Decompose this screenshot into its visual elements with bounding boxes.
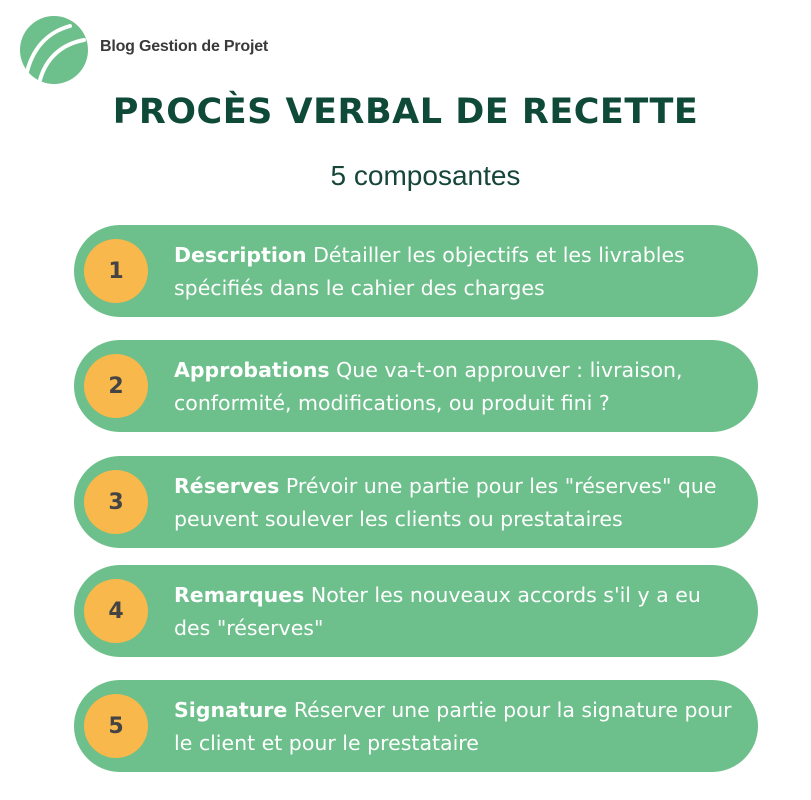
item-description: Que va-t-on approuver : livraison, conformité, modifications, ou produit fini ? (174, 358, 683, 415)
step-number-badge: 2 (84, 354, 148, 418)
page-subtitle: 5 composantes (330, 160, 521, 191)
item-text (174, 239, 734, 305)
step-number-badge: 3 (84, 470, 148, 534)
step-number-badge: 5 (84, 694, 148, 758)
brand-name: Blog Gestion de Projet (100, 38, 269, 55)
list-item-approbations (74, 340, 758, 432)
item-description: Noter les nouveaux accords s'il y a eu des "réserves" (174, 583, 701, 640)
item-keyword: Approbations (174, 358, 330, 382)
brand-logo-icon (18, 14, 90, 86)
item-text (174, 579, 734, 645)
item-keyword: Remarques (174, 583, 305, 607)
item-keyword: Signature (174, 698, 288, 722)
list-item-signature (74, 680, 758, 772)
list-item-remarques (74, 565, 758, 657)
item-description: Prévoir une partie pour les "réserves" que peuvent soulever les clients ou prestataires (174, 474, 717, 531)
step-number-badge: 1 (84, 239, 148, 303)
item-text (174, 470, 734, 536)
item-text (174, 354, 734, 420)
item-keyword: Description (174, 243, 307, 267)
item-description: Détailler les objectifs et les livrables spécifiés dans le cahier des charges (174, 243, 685, 300)
item-keyword: Réserves (174, 474, 280, 498)
list-item-description (74, 225, 758, 317)
step-number-badge: 4 (84, 579, 148, 643)
page-title: PROCÈS VERBAL DE RECETTE (112, 92, 699, 132)
item-description: Réserver une partie pour la signature pour le client et pour le prestataire (174, 698, 732, 755)
list-item-reserves (74, 456, 758, 548)
item-text (174, 694, 734, 760)
